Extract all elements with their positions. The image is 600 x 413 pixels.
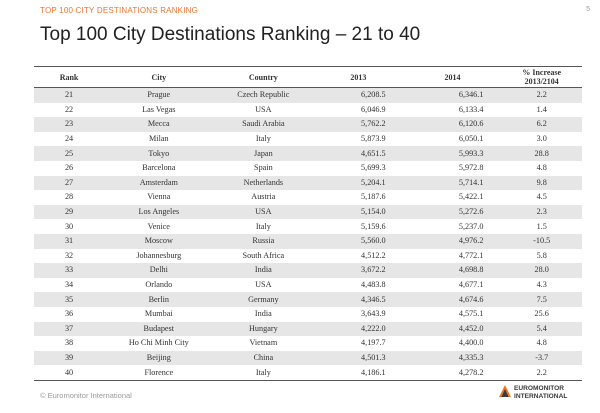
cell-2013: 5,187.6 (361, 192, 386, 202)
cell-rank: 25 (34, 146, 104, 161)
table-row (34, 278, 582, 293)
cell-2014: 5,972.8 (458, 163, 484, 173)
cell-2013: 3,672.2 (313, 263, 403, 278)
table-row (34, 336, 582, 351)
cell-increase: 4.8 (536, 163, 547, 173)
cell-city: Venice (147, 221, 170, 231)
cell-2013: 6,208.5 (313, 88, 403, 103)
cell-rank: 24 (64, 134, 74, 144)
cell-country: Russia (213, 234, 313, 249)
euromonitor-logo (498, 384, 580, 406)
cell-city: Delhi (104, 263, 213, 278)
cell-2014: 5,993.3 (404, 146, 502, 161)
cell-country: Netherlands (213, 176, 313, 191)
logo-text (514, 385, 567, 400)
cell-country: Hungary (213, 322, 313, 337)
cell-increase: 9.8 (501, 176, 582, 191)
cell-rank: 23 (34, 117, 104, 132)
cell-rank: 28 (64, 192, 74, 202)
cell-increase: 4.8 (536, 338, 547, 348)
header-2014: 2014 (404, 67, 502, 88)
cell-city: Moscow (104, 234, 213, 249)
cell-2014: 5,237.0 (458, 221, 484, 231)
ranking-table (34, 66, 582, 381)
cell-increase: 28.8 (501, 146, 582, 161)
cell-country: Italy (255, 134, 271, 144)
table-row (34, 146, 582, 161)
cell-country: Austria (251, 192, 276, 202)
table-row (34, 161, 582, 176)
cell-2013: 5,560.0 (313, 234, 403, 249)
header-country: Country (213, 67, 313, 88)
table-row (34, 365, 582, 380)
table-row (34, 176, 582, 191)
table-row (34, 117, 582, 132)
cell-country: Czech Republic (213, 88, 313, 103)
header-rank: Rank (34, 67, 104, 88)
cell-2013: 6,046.9 (361, 104, 386, 114)
cell-2014: 4,400.0 (458, 338, 484, 348)
cell-2014: 5,714.1 (404, 176, 502, 191)
cell-2013: 5,204.1 (313, 176, 403, 191)
cell-rank: 36 (64, 309, 74, 319)
cell-rank: 21 (34, 88, 104, 103)
cell-city: Las Vegas (142, 104, 176, 114)
cell-rank: 22 (64, 104, 74, 114)
cell-country: Germany (213, 292, 313, 307)
cell-rank: 26 (64, 163, 74, 173)
table-row (34, 322, 582, 337)
cell-country: Italy (213, 365, 313, 380)
cell-2014: 4,674.6 (404, 292, 502, 307)
cell-city: Budapest (104, 322, 213, 337)
cell-increase: 7.5 (501, 292, 582, 307)
cell-rank: 27 (34, 176, 104, 191)
table-row (34, 263, 582, 278)
table-row (34, 234, 582, 249)
table-row (34, 219, 582, 234)
cell-country: South Africa (242, 250, 285, 260)
cell-2014: 4,575.1 (458, 309, 484, 319)
cell-city: Ho Chi Minh City (128, 338, 189, 348)
cell-increase: 28.0 (501, 263, 582, 278)
header-increase-line2: 2013/2104 (524, 77, 559, 86)
cell-increase: 3.0 (536, 134, 547, 144)
logo-line2: INTERNATIONAL (514, 392, 568, 400)
cell-2013: 4,346.5 (313, 292, 403, 307)
cell-country: USA (255, 280, 272, 290)
cell-country: Vietnam (249, 338, 278, 348)
cell-country: Italy (255, 221, 271, 231)
header-city: City (104, 67, 213, 88)
cell-rank: 33 (34, 263, 104, 278)
copyright-footer: © Euromonitor International (40, 391, 132, 400)
cell-2014: 4,278.2 (404, 365, 502, 380)
cell-increase: 4.5 (536, 192, 547, 202)
cell-increase: -10.5 (501, 234, 582, 249)
cell-2014: 4,772.1 (458, 250, 484, 260)
cell-rank: 34 (64, 280, 74, 290)
cell-rank: 38 (64, 338, 74, 348)
cell-2014: 4,677.1 (458, 280, 484, 290)
cell-2014: 4,698.8 (404, 263, 502, 278)
cell-2013: 4,651.5 (313, 146, 403, 161)
cell-increase: 2.3 (501, 205, 582, 220)
cell-country: China (213, 351, 313, 366)
cell-country: India (213, 263, 313, 278)
cell-increase: 1.5 (536, 221, 547, 231)
cell-city: Johannesburg (136, 250, 182, 260)
cell-2013: 4,501.3 (313, 351, 403, 366)
cell-rank: 35 (34, 292, 104, 307)
cell-2013: 5,159.6 (361, 221, 386, 231)
cell-increase: 2.2 (501, 365, 582, 380)
section-label: TOP 100 CITY DESTINATIONS RANKING (40, 6, 199, 15)
cell-rank: 29 (34, 205, 104, 220)
table-header-row (34, 67, 582, 88)
header-2013: 2013 (313, 67, 403, 88)
cell-country: Saudi Arabia (213, 117, 313, 132)
cell-rank: 30 (64, 221, 74, 231)
table-row (34, 88, 582, 103)
cell-2013: 5,154.0 (313, 205, 403, 220)
cell-country: USA (213, 205, 313, 220)
page-number: 5 (586, 6, 590, 13)
cell-city: Milan (149, 134, 169, 144)
table-row (34, 351, 582, 366)
cell-city: Mecca (104, 117, 213, 132)
euromonitor-logo-icon (498, 384, 512, 398)
cell-2014: 5,422.1 (458, 192, 484, 202)
cell-2013: 5,699.3 (361, 163, 386, 173)
cell-2013: 5,762.2 (313, 117, 403, 132)
cell-city: Barcelona (142, 163, 176, 173)
cell-city: Los Angeles (104, 205, 213, 220)
cell-2014: 6,346.1 (404, 88, 502, 103)
cell-rank: 39 (34, 351, 104, 366)
cell-city: Mumbai (144, 309, 173, 319)
cell-2014: 4,976.2 (404, 234, 502, 249)
cell-city: Tokyo (104, 146, 213, 161)
cell-rank: 37 (34, 322, 104, 337)
cell-city: Orlando (145, 280, 173, 290)
cell-increase: -3.7 (501, 351, 582, 366)
cell-2014: 4,335.3 (404, 351, 502, 366)
cell-country: India (254, 309, 272, 319)
table-row (34, 205, 582, 220)
cell-2013: 4,186.1 (313, 365, 403, 380)
page-title: Top 100 City Destinations Ranking – 21 to 40 (40, 24, 421, 45)
logo-line1: EUROMONITOR (514, 385, 565, 392)
cell-city: Amsterdam (104, 176, 213, 191)
table-body (34, 88, 582, 381)
table-row (34, 249, 582, 264)
cell-city: Beijing (104, 351, 213, 366)
cell-2013: 4,222.0 (313, 322, 403, 337)
cell-city: Vienna (147, 192, 171, 202)
cell-increase: 2.2 (501, 88, 582, 103)
cell-2013: 3,643.9 (361, 309, 386, 319)
cell-2013: 4,197.7 (361, 338, 386, 348)
cell-increase: 5.8 (536, 250, 547, 260)
table-row (34, 307, 582, 322)
cell-country: Spain (254, 163, 273, 173)
cell-2014: 5,272.6 (404, 205, 502, 220)
cell-2014: 4,452.0 (404, 322, 502, 337)
cell-city: Prague (104, 88, 213, 103)
header-increase-line1: % Increase (522, 68, 562, 77)
cell-2013: 5,873.9 (361, 134, 386, 144)
ranking-table-container (34, 66, 582, 381)
cell-increase: 25.6 (534, 309, 549, 319)
table-row (34, 132, 582, 147)
cell-increase: 5.4 (501, 322, 582, 337)
cell-increase: 1.4 (536, 104, 547, 114)
cell-country: USA (255, 104, 272, 114)
header-increase (501, 67, 582, 88)
cell-city: Florence (104, 365, 213, 380)
cell-rank: 40 (34, 365, 104, 380)
cell-city: Berlin (104, 292, 213, 307)
cell-increase: 6.2 (501, 117, 582, 132)
table-row (34, 292, 582, 307)
cell-2013: 4,512.2 (361, 250, 386, 260)
cell-increase: 4.3 (536, 280, 547, 290)
cell-2014: 6,120.6 (404, 117, 502, 132)
cell-rank: 32 (64, 250, 74, 260)
table-row (34, 190, 582, 205)
cell-rank: 31 (34, 234, 104, 249)
table-row (34, 103, 582, 118)
cell-2013: 4,483.8 (361, 280, 386, 290)
cell-2014: 6,133.4 (458, 104, 484, 114)
cell-country: Japan (213, 146, 313, 161)
cell-2014: 6,050.1 (458, 134, 484, 144)
